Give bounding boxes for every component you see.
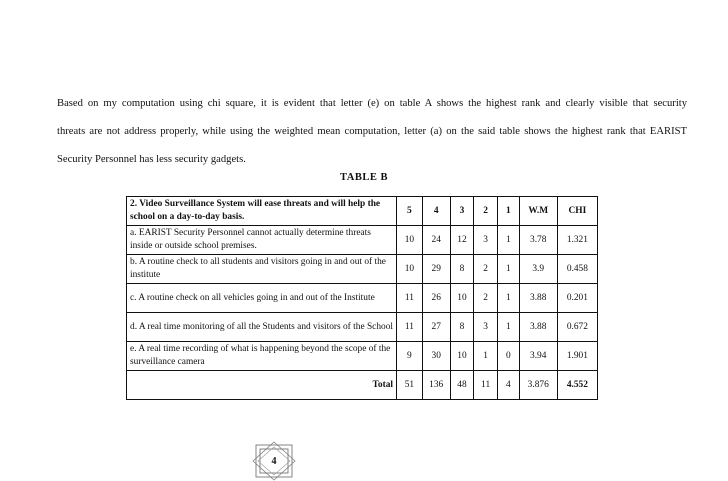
table-row [127,313,598,342]
row-criterion: e. A real time recording of what is happening beyond the scope of the surveillance camera [127,342,397,371]
paragraph-line: Based on my computation using chi square, it is evident that letter (e) on table A shows the highest rank and clearly visible that security [57,98,687,109]
cell: 10 [397,255,423,284]
header-col-chi: CHI [557,197,597,226]
cell: 1 [474,342,498,371]
cell-chi: 0.672 [557,313,597,342]
row-criterion: c. A routine check on all vehicles going in and out of the Institute [127,284,397,313]
cell-wm: 3.78 [519,226,557,255]
cell-wm: 3.88 [519,313,557,342]
total-cell: 48 [450,371,474,400]
table-row [127,284,598,313]
cell: 29 [422,255,450,284]
header-col-2: 2 [474,197,498,226]
cell-chi: 1.901 [557,342,597,371]
cell: 3 [474,313,498,342]
survey-table [126,196,598,400]
cell: 1 [498,226,520,255]
page-number: 4 [271,456,277,467]
header-col-5: 5 [397,197,423,226]
cell: 24 [422,226,450,255]
cell: 1 [498,313,520,342]
total-cell: 4 [498,371,520,400]
cell: 8 [450,313,474,342]
cell: 1 [498,255,520,284]
total-cell: 11 [474,371,498,400]
table-row [127,226,598,255]
total-label: Total [127,371,397,400]
body-paragraph [57,90,687,174]
cell-wm: 3.88 [519,284,557,313]
paragraph-line: threats are not address properly, while using the weighted mean computation, letter (a) on the said table shows the highest rank that EARIST [57,126,687,137]
row-criterion: d. A real time monitoring of all the Students and visitors of the School [127,313,397,342]
header-criterion: 2. Video Surveillance System will ease threats and will help the school on a day-to-day basis. [127,197,397,226]
header-col-1: 1 [498,197,520,226]
header-col-3: 3 [450,197,474,226]
table-header-row [127,197,598,226]
header-col-4: 4 [422,197,450,226]
cell-chi: 0.201 [557,284,597,313]
cell: 12 [450,226,474,255]
cell: 8 [450,255,474,284]
total-wm: 3.876 [527,379,549,390]
cell: 26 [422,284,450,313]
cell: 0 [498,342,520,371]
cell: 30 [422,342,450,371]
paragraph-line: Security Personnel has less security gadgets. [57,154,246,165]
cell: 10 [450,284,474,313]
cell-wm: 3.9 [519,255,557,284]
table-row [127,255,598,284]
page-number-badge [252,441,296,481]
cell: 2 [474,255,498,284]
table-title: TABLE B [340,172,388,183]
cell: 1 [498,284,520,313]
total-chi: 4.552 [557,371,597,400]
total-cell: 136 [422,371,450,400]
cell: 9 [397,342,423,371]
cell-chi: 0.458 [557,255,597,284]
table-row [127,342,598,371]
table-total-row [127,371,598,400]
cell: 10 [397,226,423,255]
cell: 27 [422,313,450,342]
row-criterion: b. A routine check to all students and visitors going in and out of the institute [127,255,397,284]
total-cell: 51 [397,371,423,400]
row-criterion: a. EARIST Security Personnel cannot actually determine threats inside or outside school premises. [127,226,397,255]
cell: 11 [397,313,423,342]
cell: 10 [450,342,474,371]
cell-chi: 1.321 [557,226,597,255]
cell: 3 [474,226,498,255]
cell-wm: 3.94 [519,342,557,371]
header-col-wm: W.M [519,197,557,226]
cell: 11 [397,284,423,313]
cell: 2 [474,284,498,313]
